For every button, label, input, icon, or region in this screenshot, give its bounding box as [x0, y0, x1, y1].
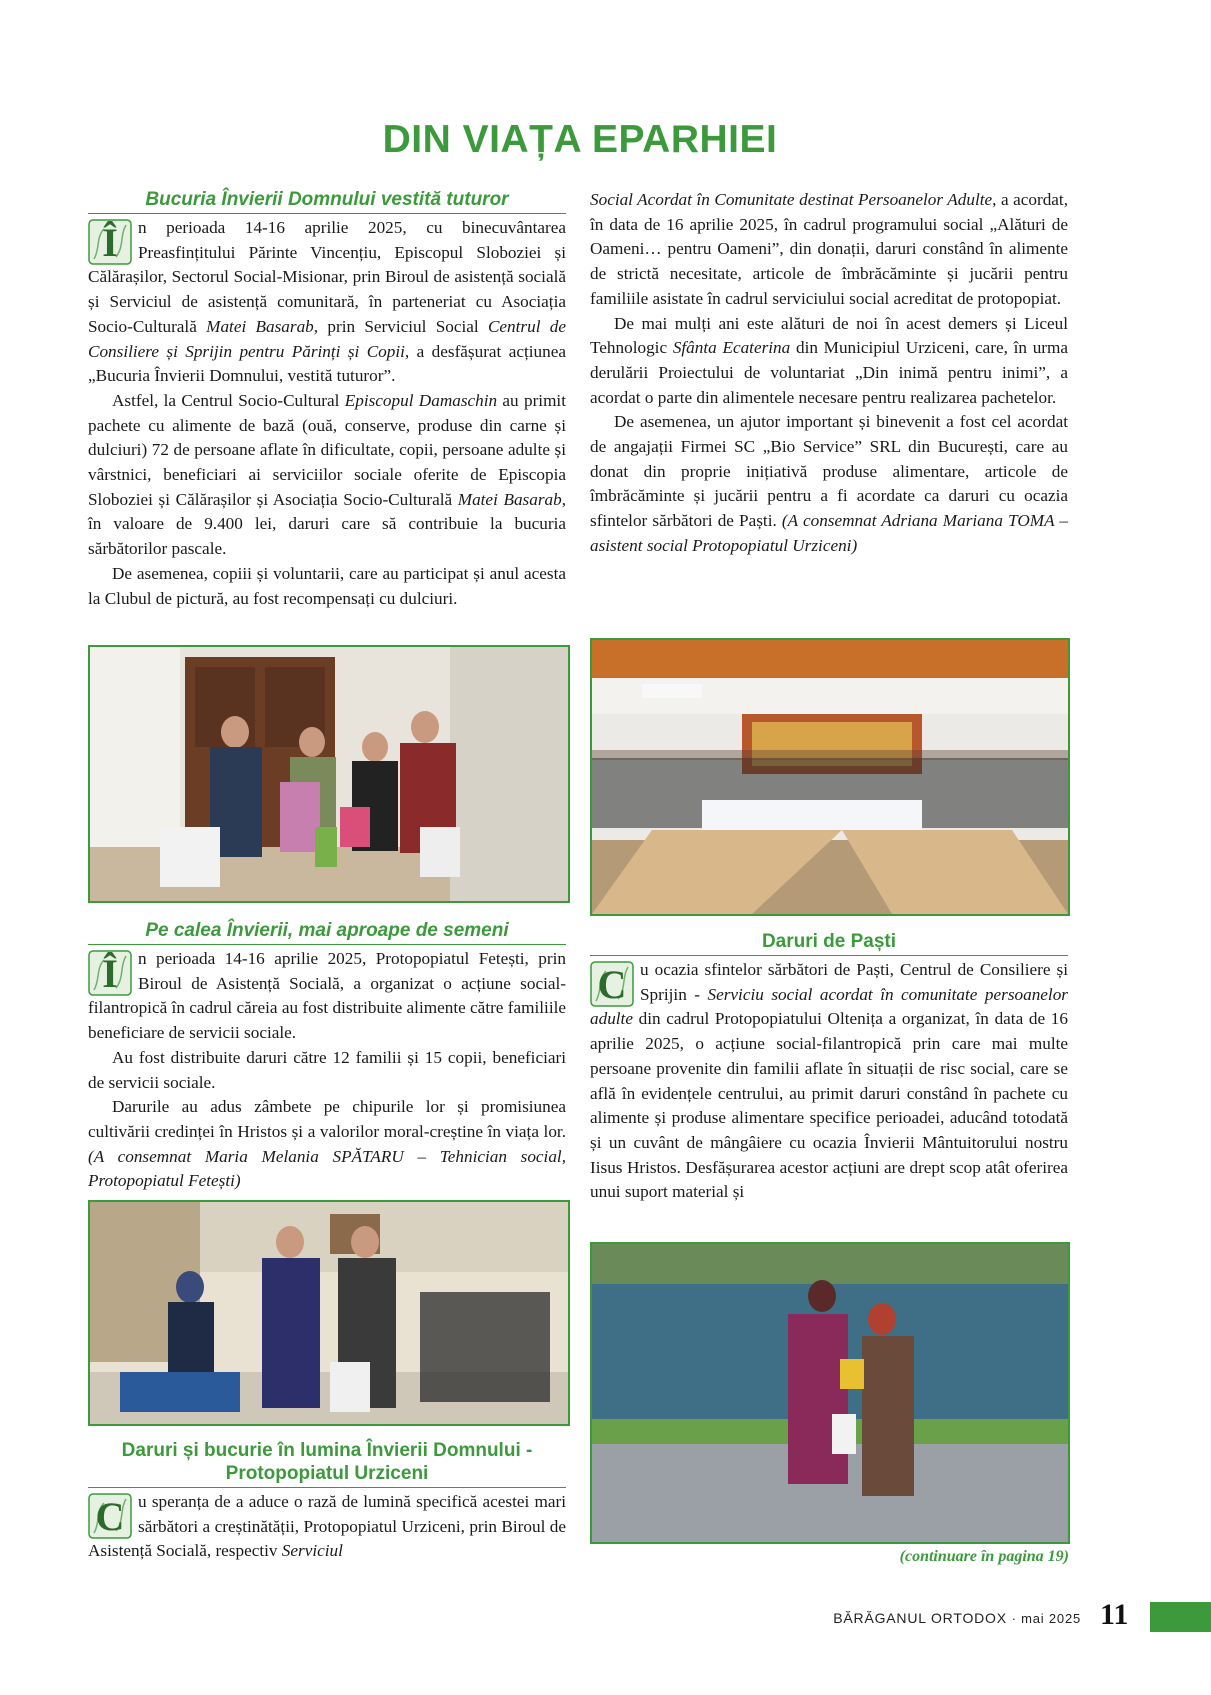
footer-accent-bar	[1150, 1602, 1211, 1632]
article-pe-calea-invierii	[88, 919, 566, 1194]
article-paragraph: Î n perioada 14-16 aprilie 2025, Protopopiatul Fetești, prin Biroul de Asistență Socială, a organizat o acțiune social-filantropică în cadrul căreia au fost distribuite alimente către familiile beneficiare de servicii sociale.	[88, 949, 566, 1043]
article-title: Daruri și bucurie în lumina Învierii Domnului - Protopopiatul Urziceni	[88, 1439, 566, 1488]
article-paragraph: Î n perioada 14-16 aprilie 2025, cu binecuvântarea Preasfințitului Părinte Vincențiu, Episcopul Sloboziei și Călărașilor, Sectorul Social-Misionar, prin Biroul de asistență socială și Serviciul de asistență comunitară, în parteneriat cu Asociația Socio-Culturală Matei Basarab, prin Serviciul Social Centrul de Consiliere și Sprijin pentru Părinți și Copii, a desfășurat acțiunea „Bucuria Învierii Domnului, vestită tuturor”.	[88, 218, 567, 386]
ornamental-initial-icon: Î	[88, 950, 132, 996]
photo-group-in-hall	[590, 638, 1070, 916]
photo-family-receiving-gifts	[88, 1200, 570, 1426]
article-paragraph: De asemenea, copiii și voluntarii, care au participat și anul acesta la Clubul de pictură, au fost recompensați cu dulciuri.	[88, 563, 566, 608]
article-daruri-urziceni	[88, 1439, 566, 1564]
article-paragraph: De asemenea, un ajutor important și binevenit a fost cel acordat de angajații Firmei SC „Bio Service” SRL din București, care au donat din proprie inițiativă produse alimentare, articole de îmbrăcăminte și jucării pentru a fi acordate ca daruri cu ocazia sfintelor sărbători de Paști. (A consemnat Adriana Mariana TOMA – asistent social Protopopiatul Urziceni)	[590, 412, 1068, 555]
photo-outdoor-gift-delivery	[590, 1242, 1070, 1544]
ornamental-initial-icon: C	[88, 1493, 132, 1539]
article-paragraph: C u ocazia sfintelor sărbători de Paști, Centrul de Consiliere și Sprijin - Serviciu social acordat în comunitate persoanelor adulte din cadrul Protopopiatului Oltenița a organizat, în data de 16 aprilie 2025, o acțiune social-filantropică prin care mai multe persoane provenite din familii aflate în situații de risc social, care se află în evidențele centrului, au primit daruri constând în pachete cu alimente și produse alimentare specifice perioadei, aducând totodată și un cuvânt de mângâiere cu ocazia Învierii Mântuitorului nostru Iisus Hristos. Desfășurarea acestor acțiuni are drept scop atât oferirea unui suport material și	[590, 960, 1068, 1202]
article-daruri-de-pasti	[590, 930, 1068, 1205]
article-paragraph: Au fost distribuite daruri către 12 familii și 15 copii, beneficiari de servicii sociale.	[88, 1047, 566, 1092]
photo-beneficiaries-with-packages	[88, 645, 570, 903]
article-paragraph: Astfel, la Centrul Socio-Cultural Episcopul Damaschin au primit pachete cu alimente de bază (ouă, conserve, produse din carne și dulciuri) 72 de persoane aflate în dificultate, copii, persoane adulte și vârstnici, beneficiari ai serviciilor sociale oferite de Episcopia Sloboziei și Călărașilor și Asociația Socio-Culturală Matei Basarab, în valoare de 9.400 lei, daruri care să contribuie la bucuria sărbătorilor pascale.	[88, 390, 567, 559]
article-title: Daruri de Paști	[590, 930, 1068, 956]
page-number: 11	[1100, 1598, 1129, 1631]
article-title: Bucuria Învierii Domnului vestită tuturor	[88, 188, 566, 214]
article-paragraph: Darurile au adus zâmbete pe chipurile lor și promisiunea cultivării credinței în Hristos și a valorilor moral-creștine în viața lor. (A consemnat Maria Melania SPĂTARU – Tehnician social, Protopopiatul Fetești)	[88, 1097, 566, 1191]
article-daruri-urziceni-continued	[590, 188, 1068, 559]
article-title: Pe calea Învierii, mai aproape de semeni	[88, 919, 566, 945]
ornamental-initial-icon: Î	[88, 219, 132, 265]
footer-publication: BĂRĂGANUL ORTODOX · mai 2025	[833, 1610, 1081, 1626]
article-bucuria-invierii	[88, 188, 566, 611]
article-paragraph: Social Acordat în Comunitate destinat Persoanelor Adulte, a acordat, în data de 16 aprilie 2025, în cadrul programului social „Alături de Oameni… pentru Oameni”, din donații, daruri constând în alimente de strictă necesitate, articole de îmbrăcăminte și jucării pentru familiile asistate în cadrul serviciului social acreditat de protopopiat.	[590, 190, 1068, 308]
article-paragraph: C u speranța de a aduce o rază de lumină specifică acestei mari sărbători a creștinătății, Protopopiatul Urziceni, prin Biroul de Asistență Socială, respectiv Serviciul	[88, 1492, 566, 1561]
article-paragraph: De mai mulți ani este alături de noi în acest demers și Liceul Tehnologic Sfânta Ecaterina din Municipiul Urziceni, care, în urma derulării Proiectului de voluntariat „Din inimă pentru inimi”, a acordat o parte din alimentele necesare pentru realizarea pachetelor.	[590, 313, 1069, 407]
ornamental-initial-icon: C	[590, 961, 634, 1007]
continuation-note: (continuare în pagina 19)	[899, 1548, 1069, 1565]
page-title: DIN VIAȚA EPARHIEI	[382, 118, 778, 161]
